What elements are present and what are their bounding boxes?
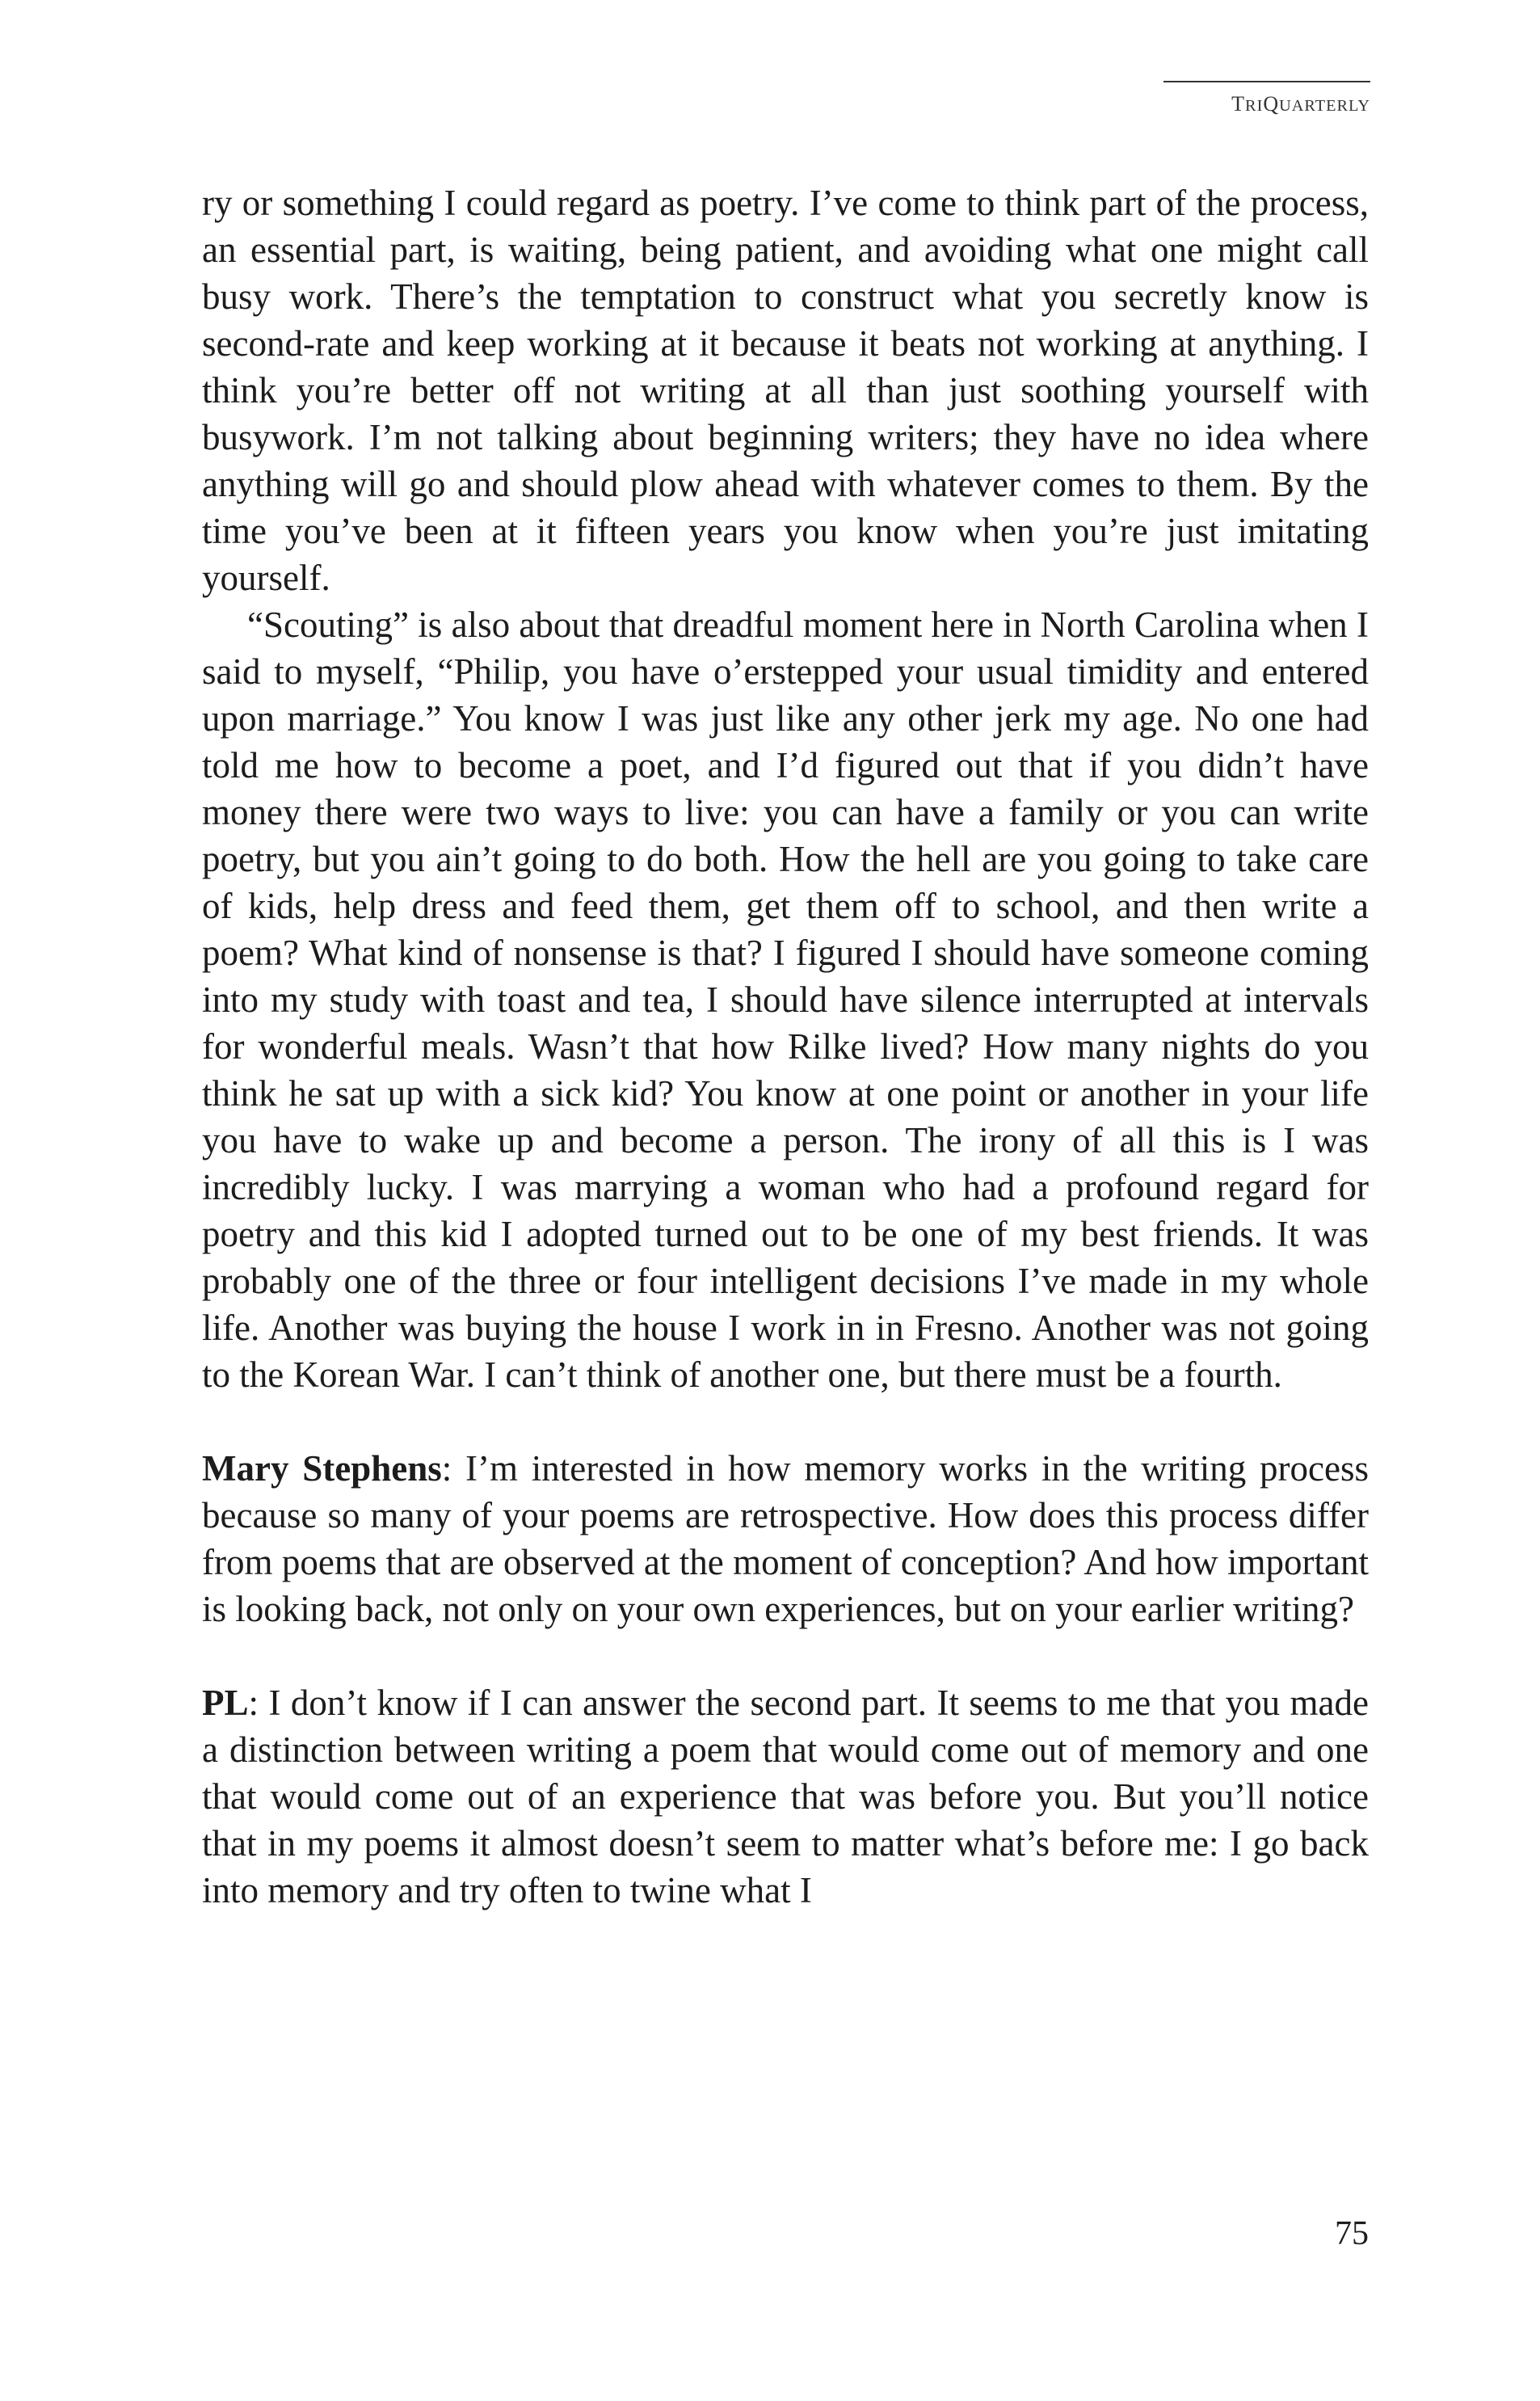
body-paragraph: “Scouting” is also about that dreadful moment here in North Carolina when I said to myself, “Philip, you have o’erstepped your usual timidity and entered upon marriage.” You know I was just like any other jerk my age. No one had told me how to become a poet, and I’d figured out that if you didn’t have money there were two ways to live: you can have a family or you can write poetry, but you ain’t going to do both. How the hell are you going to take care of kids, help dress and feed them, get them off to school, and then write a poem? What kind of nonsense is that? I figured I should have someone coming into my study with toast and tea, I should have silence interrupted at intervals for wonderful meals. Wasn’t that how Rilke lived? How many nights do you think he sat up with a sick kid? You know at one point or another in your life you have to wake up and become a person. The irony of all this is I was incredibly lucky. I was marrying a woman who had a profound regard for poetry and this kid I adopted turned out to be one of my best friends. It was probably one of the three or four intelligent decisions I’ve made in my whole life. Another was buying the house I work in in Fresno. Another was not going to the Korean War. I can’t think of another one, but there must be a fourth. xyxy=(202,604,1369,1395)
speaker-name: Mary Stephens xyxy=(202,1448,442,1489)
question-text: : I’m interested in how memory works in the writing process because so many of your poems are retrospective. How does this process differ from poems that are observed at the moment of conception? And how important is looking back, not only on your own experiences, but on your earlier writing? xyxy=(202,1448,1369,1629)
page-number: 75 xyxy=(1335,2215,1369,2252)
interview-answer xyxy=(202,1679,1369,1914)
article-body xyxy=(202,179,1369,1914)
speaker-name: PL xyxy=(202,1683,249,1723)
body-paragraph: ry or something I could regard as poetry. I’ve come to think part of the process, an essential part, is waiting, being patient, and avoiding what one might call busy work. There’s the temptation to construct what you secretly know is second-rate and keep working at it because it beats not working at anything. I think you’re better off not writing at all than just soothing yourself with busywork. I’m not talking about beginning writers; they have no idea where anything will go and should plow ahead with whatever comes to them. By the time you’ve been at it fifteen years you know when you’re just imitating yourself. xyxy=(202,183,1369,598)
interview-question xyxy=(202,1445,1369,1632)
running-head-title: TRIQUARTERLY xyxy=(1163,81,1370,116)
answer-text: : I don’t know if I can answer the second part. It seems to me that you made a distinction between writing a poem that would come out of memory and one that would come out of an experience that was before you. But you’ll notice that in my poems it almost doesn’t seem to matter what’s before me: I go back into memory and try often to twine what I xyxy=(202,1683,1369,1910)
